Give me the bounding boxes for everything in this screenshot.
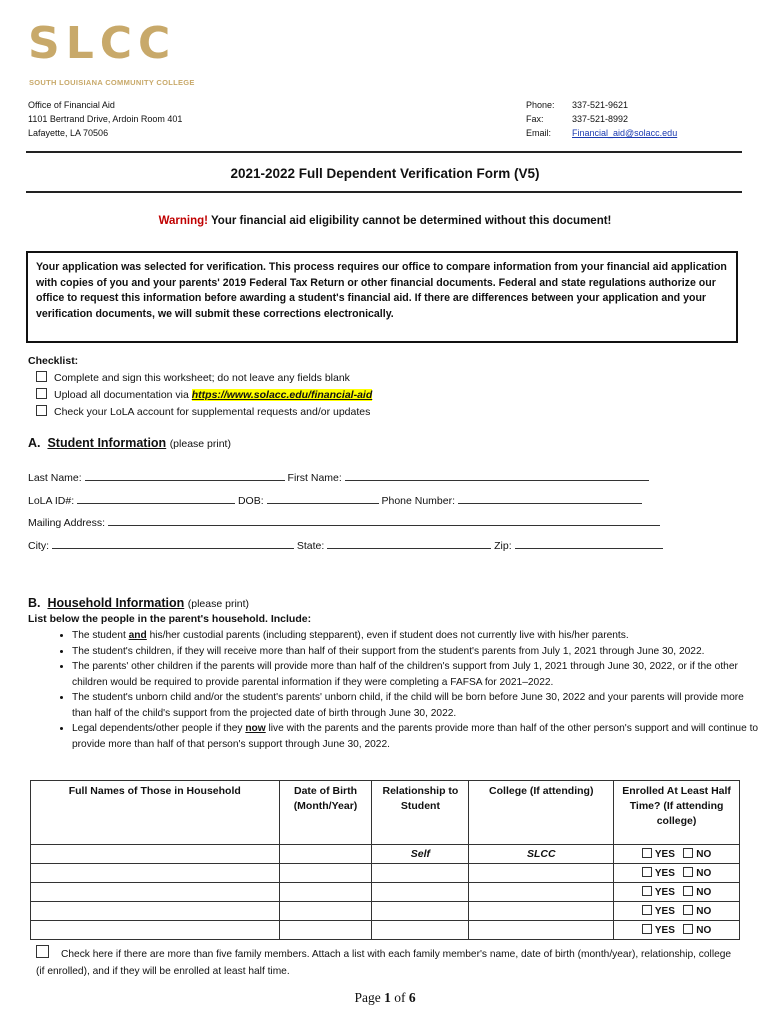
college-cell: SLCC	[469, 845, 614, 864]
name-cell[interactable]	[31, 902, 280, 921]
upload-link[interactable]: https://www.solacc.edu/financial-aid	[191, 389, 373, 401]
relationship-cell[interactable]	[372, 883, 469, 902]
city-label: City:	[28, 540, 49, 552]
city-field[interactable]	[52, 538, 294, 549]
mailing-address-field[interactable]	[108, 515, 660, 526]
checkbox-icon[interactable]	[36, 388, 47, 399]
state-label: State:	[296, 540, 325, 552]
zip-label: Zip:	[494, 540, 512, 552]
verification-notice: Your application was selected for verification. This process requires our office to compare information from your financial aid application with copies of you and your parents' 2019 Federal Tax Return or other financial documents. Federal and state regulations authorize our office to request this information before awarding a student's financial aid. If there are differences between your application and your verification documents, we will submit these corrections electronically.	[26, 251, 738, 343]
relationship-cell: Self	[372, 845, 469, 864]
enrolled-cell: YES NO	[614, 921, 740, 940]
relationship-cell[interactable]	[372, 902, 469, 921]
phone-number-label: Phone Number:	[381, 495, 456, 507]
yes-checkbox-icon[interactable]	[642, 886, 652, 896]
page-number: Page 1 of 6	[354, 990, 416, 1005]
dob-cell[interactable]	[279, 902, 372, 921]
yes-checkbox-icon[interactable]	[642, 848, 652, 858]
last-name-label: Last Name:	[28, 472, 82, 484]
checkbox-icon[interactable]	[36, 405, 47, 416]
criteria-item: • Legal dependents/other people if they now live with the parents and the parents provide more than half of the other person's support and will continue to provide more than half of that person's support through June 30, 2022.	[72, 721, 762, 752]
dob-label: DOB:	[237, 495, 264, 507]
relationship-cell[interactable]	[372, 921, 469, 940]
table-row	[31, 845, 740, 864]
form-title: 2021-2022 Full Dependent Verification Form (V5)	[230, 166, 540, 181]
college-logo: SLCC	[28, 18, 177, 69]
warning-lead: Warning!	[158, 215, 208, 227]
criteria-item: • The student's unborn child and/or the student's parents' unborn child, if the child will be born before June 30, 2022 and your parents will provide more than half of the child's support from the projected date of birth through June 30, 2022.	[72, 690, 762, 721]
relationship-cell[interactable]	[372, 864, 469, 883]
checklist-item-text: Complete and sign this worksheet; do not leave any fields blank	[54, 372, 350, 384]
checklist	[28, 353, 372, 421]
id-row	[28, 493, 642, 507]
dob-field[interactable]	[267, 493, 379, 504]
contact-labels	[526, 98, 555, 140]
household-intro: List below the people in the parent's household. Include:	[28, 613, 312, 625]
no-checkbox-icon[interactable]	[683, 886, 693, 896]
table-row	[31, 864, 740, 883]
col-header-enrolled: Enrolled At Least Half Time? (If attending college)	[614, 781, 740, 845]
fax-label: Fax:	[526, 114, 544, 124]
name-cell[interactable]	[31, 845, 280, 864]
title-rule-bottom	[26, 191, 742, 193]
enrolled-cell: YES NO	[614, 883, 740, 902]
table-header-row	[31, 781, 740, 845]
criteria-item: • The student's children, if they will receive more than half of their support from the student's parents from July 1, 2021 through June 30, 2022.	[72, 644, 762, 660]
checklist-item	[28, 404, 372, 421]
section-note: (please print)	[187, 598, 250, 610]
checklist-item	[28, 370, 372, 387]
first-name-field[interactable]	[345, 470, 649, 481]
checklist-item	[28, 387, 372, 404]
address-row	[28, 515, 660, 529]
no-checkbox-icon[interactable]	[683, 848, 693, 858]
table-row	[31, 883, 740, 902]
college-cell[interactable]	[469, 921, 614, 940]
yes-checkbox-icon[interactable]	[642, 924, 652, 934]
warning-body: Your financial aid eligibility cannot be determined without this document!	[208, 215, 612, 227]
lola-id-field[interactable]	[77, 493, 235, 504]
email-link[interactable]: Financial_aid@solacc.edu	[572, 128, 678, 138]
no-checkbox-icon[interactable]	[683, 924, 693, 934]
first-name-label: First Name:	[287, 472, 342, 484]
more-members-text: Check here if there are more than five family members. Attach a list with each family member's name, date of birth (month/year), relationship, college (if enrolled), and if they will be enrolled at least half time.	[36, 949, 732, 977]
enrolled-cell: YES NO	[614, 902, 740, 921]
col-header-relationship: Relationship to Student	[372, 781, 469, 845]
state-field[interactable]	[327, 538, 491, 549]
enrolled-cell: YES NO	[614, 864, 740, 883]
section-b-heading	[28, 596, 249, 610]
fax-value: 337-521-8992	[572, 114, 629, 124]
title-rule-top	[26, 151, 742, 153]
section-title: Student Information	[47, 436, 167, 450]
email-label: Email:	[526, 128, 552, 138]
col-header-names: Full Names of Those in Household	[31, 781, 280, 845]
name-cell[interactable]	[31, 883, 280, 902]
lola-id-label: LoLA ID#:	[28, 495, 75, 507]
checklist-heading: Checklist:	[28, 355, 79, 367]
no-checkbox-icon[interactable]	[683, 905, 693, 915]
office-city: Lafayette, LA 70506	[28, 128, 109, 138]
college-cell[interactable]	[469, 902, 614, 921]
section-title: Household Information	[47, 596, 185, 610]
checkbox-icon[interactable]	[36, 371, 47, 382]
college-cell[interactable]	[469, 864, 614, 883]
mailing-address-label: Mailing Address:	[28, 517, 106, 529]
table-row	[31, 921, 740, 940]
no-checkbox-icon[interactable]	[683, 867, 693, 877]
section-letter: B.	[28, 596, 41, 610]
enrolled-cell: YES NO	[614, 845, 740, 864]
criteria-item: • The student and his/her custodial parents (including stepparent), even if student does not currently live with his/her parents.	[72, 628, 762, 644]
phone-number-field[interactable]	[458, 493, 642, 504]
col-header-college: College (If attending)	[469, 781, 614, 845]
zip-field[interactable]	[515, 538, 663, 549]
office-name: Office of Financial Aid	[28, 100, 115, 110]
more-members-checkbox-icon[interactable]	[36, 945, 49, 958]
phone-label: Phone:	[526, 100, 555, 110]
city-row	[28, 538, 663, 552]
household-table	[30, 780, 740, 940]
name-cell[interactable]	[31, 921, 280, 940]
checklist-item-text: Check your LoLA account for supplemental requests and/or updates	[54, 406, 371, 418]
name-row	[28, 470, 649, 484]
household-criteria-list	[48, 628, 762, 752]
section-note: (please print)	[169, 438, 231, 450]
contact-values	[572, 98, 677, 140]
section-letter: A.	[28, 436, 41, 450]
phone-value: 337-521-9621	[572, 100, 629, 110]
checklist-item-text: Upload all documentation via	[54, 389, 192, 401]
last-name-field[interactable]	[85, 470, 285, 481]
dob-cell[interactable]	[279, 845, 372, 864]
name-cell[interactable]	[31, 864, 280, 883]
col-header-dob: Date of Birth (Month/Year)	[279, 781, 372, 845]
criteria-item: • The parents' other children if the parents will provide more than half of the children's support from July 1, 2021 through June 30, 2022, or if the other children would be required to provide parental information if they were completing a FAFSA for 2021–2022.	[72, 659, 762, 690]
warning-text	[0, 215, 770, 227]
office-address	[28, 98, 182, 140]
yes-checkbox-icon[interactable]	[642, 905, 652, 915]
yes-checkbox-icon[interactable]	[642, 867, 652, 877]
office-street: 1101 Bertrand Drive, Ardoin Room 401	[28, 114, 183, 124]
dob-cell[interactable]	[279, 921, 372, 940]
dob-cell[interactable]	[279, 864, 372, 883]
college-logo-subtitle: SOUTH LOUISIANA COMMUNITY COLLEGE	[29, 78, 195, 87]
table-row	[31, 902, 740, 921]
section-a-heading	[28, 436, 231, 450]
dob-cell[interactable]	[279, 883, 372, 902]
more-members-note	[36, 945, 736, 980]
college-cell[interactable]	[469, 883, 614, 902]
